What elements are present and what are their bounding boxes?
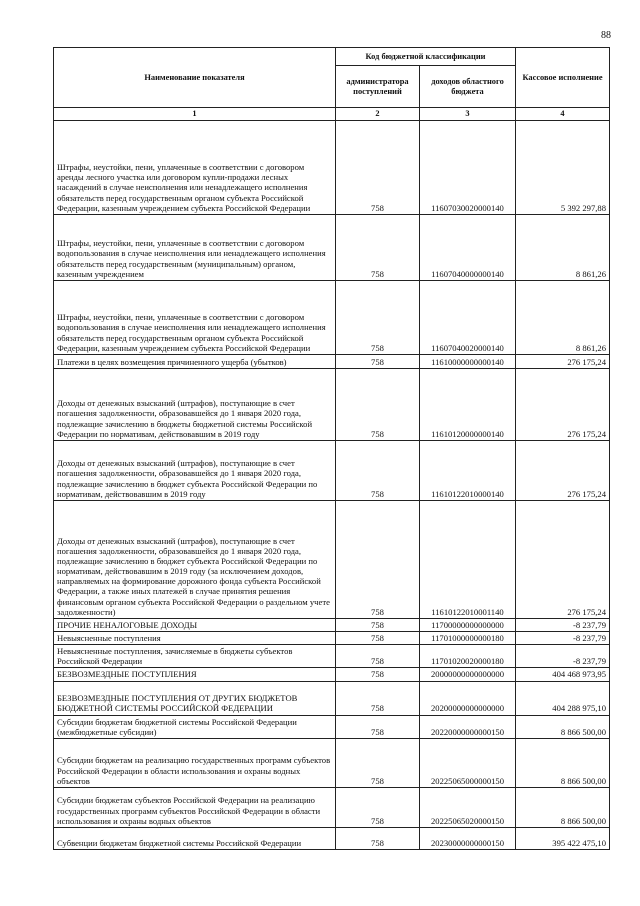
cash-execution-cell: 404 288 975,10 (516, 681, 610, 715)
administrator-code-cell: 758 (336, 632, 420, 645)
indicator-name-cell: Субсидии бюджетам субъектов Российской Федерации на реализацию государственных программ субъектов Российской Федерации в области использования и охраны водных объектов (54, 787, 336, 827)
cash-execution-cell: 276 175,24 (516, 368, 610, 440)
income-code-cell: 11700000000000000 (420, 618, 516, 631)
table-row (54, 787, 610, 827)
administrator-code-cell: 758 (336, 618, 420, 631)
table-row (54, 618, 610, 631)
cash-execution-cell: 404 468 973,95 (516, 668, 610, 681)
column-number: 2 (336, 108, 420, 121)
column-number: 4 (516, 108, 610, 121)
income-code-cell: 11607030020000140 (420, 120, 516, 214)
administrator-code-cell: 758 (336, 827, 420, 849)
indicator-name-cell: Невыясненные поступления, зачисляемые в бюджеты субъектов Российской Федерации (54, 645, 336, 668)
administrator-code-cell: 758 (336, 738, 420, 787)
cash-execution-cell: 276 175,24 (516, 440, 610, 500)
table-body (54, 120, 610, 849)
table-row (54, 668, 610, 681)
cash-execution-cell: 276 175,24 (516, 500, 610, 618)
table-row (54, 354, 610, 368)
cash-execution-cell: 8 866 500,00 (516, 738, 610, 787)
indicator-name-cell: ПРОЧИЕ НЕНАЛОГОВЫЕ ДОХОДЫ (54, 618, 336, 631)
administrator-code-cell: 758 (336, 120, 420, 214)
indicator-name-cell: Доходы от денежных взысканий (штрафов), поступающие в счет погашения задолженности, образовавшейся до 1 января 2020 года, подлежащие зачислению в бюджеты бюджетной системы Российской Федерации по нормативам, действовавшим в 2019 году (54, 368, 336, 440)
income-code-cell: 20225065000000150 (420, 738, 516, 787)
administrator-code-cell: 758 (336, 500, 420, 618)
header-budget-classification: Код бюджетной классификации (336, 48, 516, 66)
income-code-cell: 11607040020000140 (420, 280, 516, 354)
income-code-cell: 20000000000000000 (420, 668, 516, 681)
income-code-cell: 11610122010001140 (420, 500, 516, 618)
administrator-code-cell: 758 (336, 715, 420, 738)
cash-execution-cell: 8 861,26 (516, 214, 610, 280)
cash-execution-cell: 395 422 475,10 (516, 827, 610, 849)
table-row (54, 681, 610, 715)
table-row (54, 645, 610, 668)
administrator-code-cell: 758 (336, 354, 420, 368)
cash-execution-cell: 8 866 500,00 (516, 715, 610, 738)
column-number: 3 (420, 108, 516, 121)
header-cash-execution: Кассовое исполнение (516, 48, 610, 108)
income-code-cell: 20230000000000150 (420, 827, 516, 849)
table-row (54, 120, 610, 214)
income-code-cell: 20220000000000150 (420, 715, 516, 738)
table-row (54, 440, 610, 500)
table-row (54, 500, 610, 618)
cash-execution-cell: 8 861,26 (516, 280, 610, 354)
administrator-code-cell: 758 (336, 368, 420, 440)
administrator-code-cell: 758 (336, 440, 420, 500)
income-code-cell: 11610120000000140 (420, 368, 516, 440)
administrator-code-cell: 758 (336, 668, 420, 681)
cash-execution-cell: 8 866 500,00 (516, 787, 610, 827)
income-code-cell: 20200000000000000 (420, 681, 516, 715)
indicator-name-cell: Платежи в целях возмещения причиненного ущерба (убытков) (54, 354, 336, 368)
income-code-cell: 11701000000000180 (420, 632, 516, 645)
table-row (54, 632, 610, 645)
table-row (54, 715, 610, 738)
administrator-code-cell: 758 (336, 681, 420, 715)
cash-execution-cell: 276 175,24 (516, 354, 610, 368)
indicator-name-cell: Штрафы, неустойки, пени, уплаченные в соответствии с договором аренды лесного участка или договором купли-продажи лесных насаждений в случае неисполнения или ненадлежащего исполнения обязательств перед государственным органом субъекта Российской Федерации, казенным учреждением субъекта Российской Федерации (54, 120, 336, 214)
header-regional-income: доходов областного бюджета (420, 66, 516, 108)
income-code-cell: 11607040000000140 (420, 214, 516, 280)
administrator-code-cell: 758 (336, 214, 420, 280)
income-code-cell: 11701020020000180 (420, 645, 516, 668)
income-code-cell: 11610000000000140 (420, 354, 516, 368)
administrator-code-cell: 758 (336, 280, 420, 354)
administrator-code-cell: 758 (336, 645, 420, 668)
administrator-code-cell: 758 (336, 787, 420, 827)
indicator-name-cell: Штрафы, неустойки, пени, уплаченные в соответствии с договором водопользования в случае неисполнения или ненадлежащего исполнения обязательств перед государственным органом субъекта Российской Федерации, казенным учреждением субъекта Российской Федерации (54, 280, 336, 354)
table-row (54, 280, 610, 354)
table-row (54, 368, 610, 440)
indicator-name-cell: БЕЗВОЗМЕЗДНЫЕ ПОСТУПЛЕНИЯ (54, 668, 336, 681)
table-row (54, 738, 610, 787)
indicator-name-cell: Доходы от денежных взысканий (штрафов), поступающие в счет погашения задолженности, образовавшейся до 1 января 2020 года, подлежащие зачислению в бюджет субъекта Российской Федерации по нормативам, действовавшим в 2019 году (за исключением доходов, направляемых на формирование дорожного фонда субъекта Российской Федерации, а также иных платежей в случае принятия решения финансовым органом субъекта Российской Федерации о раздельном учете задолженности) (54, 500, 336, 618)
indicator-name-cell: Субсидии бюджетам на реализацию государственных программ субъектов Российской Федерации в области использования и охраны водных объектов (54, 738, 336, 787)
table-row (54, 214, 610, 280)
header-indicator-name: Наименование показателя (54, 48, 336, 108)
income-code-cell: 20225065020000150 (420, 787, 516, 827)
indicator-name-cell: Доходы от денежных взысканий (штрафов), поступающие в счет погашения задолженности, образовавшейся до 1 января 2020 года, подлежащие зачислению в бюджет субъекта Российской Федерации по нормативам, действовавшим в 2019 году (54, 440, 336, 500)
budget-execution-table (53, 47, 610, 850)
income-code-cell: 11610122010000140 (420, 440, 516, 500)
cash-execution-cell: 5 392 297,88 (516, 120, 610, 214)
indicator-name-cell: Невыясненные поступления (54, 632, 336, 645)
cash-execution-cell: -8 237,79 (516, 645, 610, 668)
indicator-name-cell: Штрафы, неустойки, пени, уплаченные в соответствии с договором водопользования в случае неисполнения или ненадлежащего исполнения обязательств перед государственным (муниципальным) органом, казенным учреждением (54, 214, 336, 280)
indicator-name-cell: Субсидии бюджетам бюджетной системы Российской Федерации (межбюджетные субсидии) (54, 715, 336, 738)
indicator-name-cell: БЕЗВОЗМЕЗДНЫЕ ПОСТУПЛЕНИЯ ОТ ДРУГИХ БЮДЖЕТОВ БЮДЖЕТНОЙ СИСТЕМЫ РОССИЙСКОЙ ФЕДЕРАЦИИ (54, 681, 336, 715)
cash-execution-cell: -8 237,79 (516, 618, 610, 631)
column-number: 1 (54, 108, 336, 121)
indicator-name-cell: Субвенции бюджетам бюджетной системы Российской Федерации (54, 827, 336, 849)
table-row (54, 827, 610, 849)
page-number: 88 (601, 30, 611, 41)
header-administrator: администратора поступлений (336, 66, 420, 108)
cash-execution-cell: -8 237,79 (516, 632, 610, 645)
